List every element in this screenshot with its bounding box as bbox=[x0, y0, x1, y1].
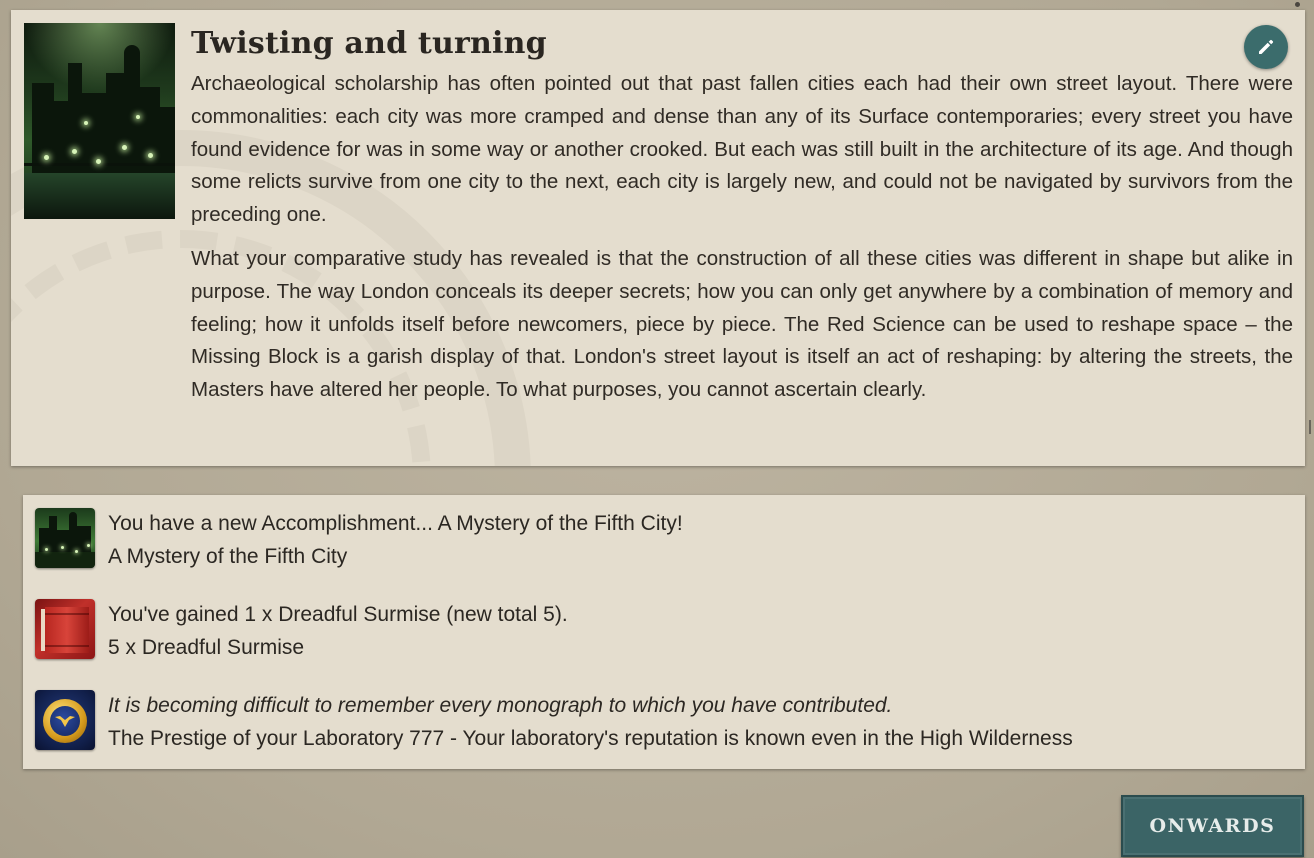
scrollbar-handle[interactable] bbox=[1309, 420, 1314, 434]
pencil-icon[interactable] bbox=[1244, 25, 1288, 69]
result-headline: You've gained 1 x Dreadful Surmise (new total 5). bbox=[108, 603, 568, 626]
result-text bbox=[108, 690, 1288, 755]
description-paragraph: Archaeological scholarship has often pointed out that past fallen cities each had their own street layout. There were commonalities: each city was more cramped and dense than any of its Surface contemporaries; every street you have found evidence for was in some way or another crooked. But each was still built in the architecture of its age. And though some relicts survive from one city to the next, each city is largely new, and could not be navigated by survivors from the preceding one. bbox=[191, 72, 1293, 227]
result-detail: The Prestige of your Laboratory 777 - Your laboratory's reputation is known even in the High Wilderness bbox=[108, 726, 1073, 750]
result-item-prestige bbox=[35, 690, 1295, 754]
storylet-description bbox=[191, 68, 1293, 418]
fallen-city-icon bbox=[24, 23, 175, 219]
result-detail: A Mystery of the Fifth City bbox=[108, 544, 348, 568]
storylet-card bbox=[11, 10, 1305, 466]
result-headline: It is becoming difficult to remember every monograph to which you have contributed. bbox=[108, 694, 893, 717]
result-headline: You have a new Accomplishment... A Mystery of the Fifth City! bbox=[108, 512, 683, 535]
description-paragraph: What your comparative study has revealed is that the construction of all these cities was different in shape but alike in purpose. The way London conceals its deeper secrets; how you can only get anywhere by a combination of memory and feeling; how it unfolds itself before newcomers, piece by piece. The Red Science can be used to reshape space – the Missing Block is a garish display of that. London's street layout is itself an act of reshaping: by altering the streets, the Masters have altered her people. To what purposes, you cannot ascertain clearly. bbox=[191, 246, 1293, 402]
onwards-button[interactable]: ONWARDS bbox=[1121, 795, 1304, 857]
result-item-accomplishment bbox=[35, 508, 1295, 572]
result-text bbox=[108, 599, 1288, 664]
results-panel bbox=[23, 495, 1305, 769]
result-detail: 5 x Dreadful Surmise bbox=[108, 635, 305, 659]
prestige-medal-icon bbox=[35, 690, 95, 750]
result-item-quality-gain bbox=[35, 599, 1295, 663]
red-book-icon bbox=[35, 599, 95, 659]
fifth-city-icon bbox=[35, 508, 95, 568]
result-text bbox=[108, 508, 1288, 573]
storylet-title: Twisting and turning bbox=[191, 26, 547, 61]
